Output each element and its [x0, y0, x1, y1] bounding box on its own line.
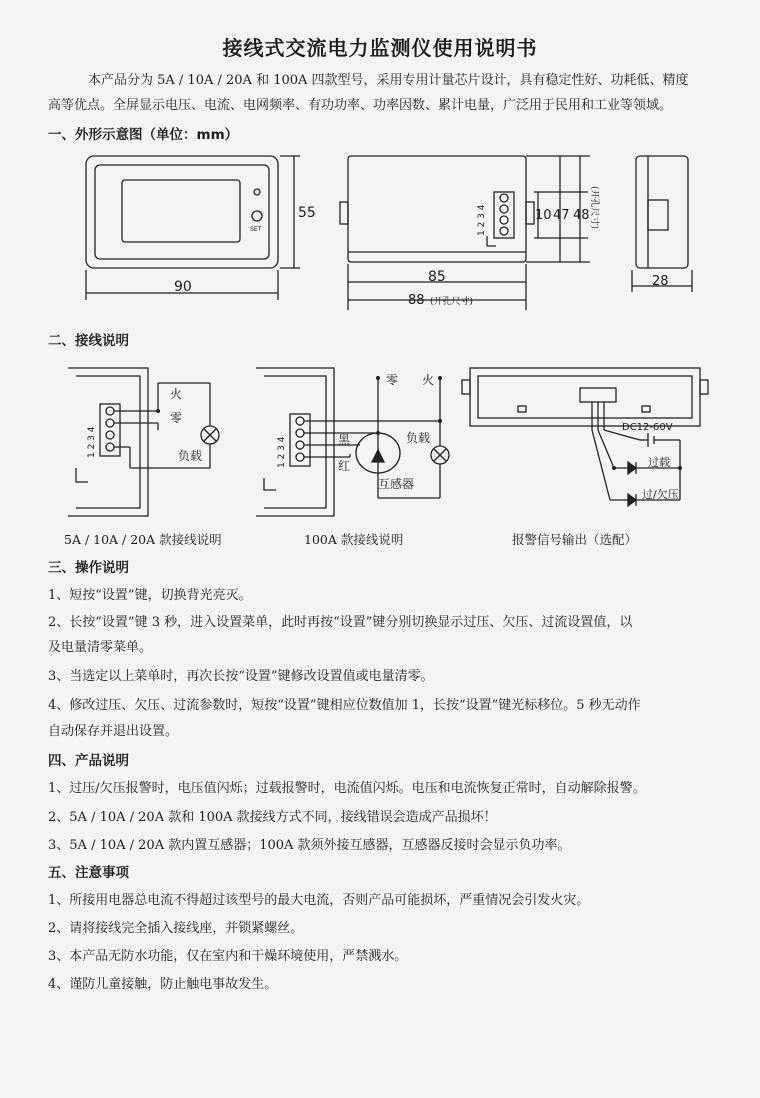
- cutout-note: (开孔尺寸): [589, 186, 599, 230]
- section3-heading: 三、操作说明: [48, 560, 129, 576]
- operation-item-2-cont: 及电量清零菜单。: [48, 640, 153, 655]
- dim-height-55: 55: [298, 205, 316, 221]
- caption-alarm-output: 报警信号输出（选配）: [512, 532, 638, 547]
- caution-item-3: 3、本产品无防水功能，仅在室内和干燥环境使用，严禁溅水。: [48, 949, 408, 964]
- intro-line-1: 本产品分为 5A / 10A / 20A 和 100A 四款型号，采用专用计量芯片设计，具有稳定性好、功耗低、精度: [88, 73, 689, 88]
- d3-voltage-alarm-label: 过/欠压: [642, 488, 679, 501]
- operation-item-4: 4、修改过压、欠压、过流参数时，短按“设置”键相应位数值加 1，长按“设置”键光标移位。5 秒无动作: [48, 698, 641, 713]
- product-note-3: 3、5A / 10A / 20A 款内置互感器；100A 款须外接互感器，互感器反接时会显示负功率。: [48, 838, 571, 853]
- front-view-bezel: [95, 165, 269, 259]
- set-key-icon: [252, 211, 262, 221]
- terminal-block: [494, 192, 514, 238]
- d2-pin-labels: 1 2 3 4: [277, 436, 287, 468]
- product-note-1: 1、过压/欠压报警时，电压值闪烁；过载报警时，电流值闪烁。电压和电流恢复正常时，自动解除报警。: [48, 781, 646, 796]
- caution-item-2: 2、请将接线完全插入接线座，并锁紧螺丝。: [48, 921, 304, 936]
- product-note-2: 2、5A / 10A / 20A 款和 100A 款接线方式不同，接线错误会造成产品损坏！: [48, 810, 497, 825]
- d2-ct-label: 互感器: [378, 477, 415, 491]
- section2-heading: 二、接线说明: [48, 333, 129, 349]
- d2-black-wire: 黑: [338, 433, 351, 447]
- d2-neutral-label: 零: [386, 373, 399, 387]
- d1-live-label: 火: [170, 387, 183, 401]
- dim-side-88-note: (开孔尺寸): [430, 297, 474, 307]
- d1-load-label: 负载: [178, 449, 203, 463]
- operation-item-3: 3、当选定以上菜单时，再次长按“设置”键修改设置值或电量清零。: [48, 669, 434, 684]
- caution-item-4: 4、谨防儿童接触，防止触电事故发生。: [48, 977, 278, 992]
- wiring-diagrams: [0, 358, 760, 528]
- front-view-display: [122, 180, 240, 242]
- side-view-body: [348, 156, 526, 262]
- dim-width-90: 90: [174, 279, 192, 295]
- d2-red-wire: 红: [338, 459, 351, 473]
- outline-diagram: [0, 140, 760, 325]
- dim-side-85: 85: [428, 269, 446, 285]
- operation-item-4-cont: 自动保存并退出设置。: [48, 724, 179, 739]
- d3-overload-label: 过载: [648, 456, 670, 469]
- indicator-icon: [254, 189, 260, 195]
- operation-item-1: 1、短按“设置”键，切换背光亮灭。: [48, 588, 252, 603]
- section4-heading: 四、产品说明: [48, 753, 129, 769]
- dim-10: 10: [535, 208, 552, 223]
- pin-labels-side: 1 2 3 4: [477, 204, 487, 236]
- d3-supply-label: DC12-60V: [622, 422, 673, 433]
- dim-side-88: 88: [408, 293, 425, 308]
- front-view-body: [86, 156, 278, 268]
- set-key-label: SET: [250, 226, 262, 233]
- dim-depth-28: 28: [652, 274, 669, 289]
- d1-pin-labels: 1 2 3 4: [87, 426, 97, 458]
- operation-item-2: 2、长按“设置”键 3 秒，进入设置菜单，此时再按“设置”键分别切换显示过压、欠压、过流设置值，以: [48, 615, 633, 630]
- section5-heading: 五、注意事项: [48, 865, 129, 881]
- d1-neutral-label: 零: [170, 411, 183, 425]
- d2-live-label: 火: [422, 373, 435, 387]
- section1-heading: 一、外形示意图（单位：mm）: [48, 127, 239, 143]
- caption-100a: 100A 款接线说明: [304, 532, 404, 547]
- intro-line-2: 高等优点。全屏显示电压、电流、电网频率、有功功率、功率因数、累计电量，广泛用于民用和工业等领域。: [48, 98, 673, 113]
- caution-item-1: 1、所接用电器总电流不得超过该型号的最大电流，否则产品可能损坏，严重情况会引发火灾。: [48, 893, 590, 908]
- dim-47: 47: [553, 208, 570, 223]
- d2-load-label: 负载: [406, 431, 431, 445]
- caption-5a-10a-20a: 5A / 10A / 20A 款接线说明: [64, 532, 222, 547]
- dim-48: 48: [573, 208, 590, 223]
- end-view-body: [636, 156, 688, 268]
- document-title: 接线式交流电力监测仪使用说明书: [222, 36, 538, 60]
- alarm-unit-body: [470, 368, 700, 426]
